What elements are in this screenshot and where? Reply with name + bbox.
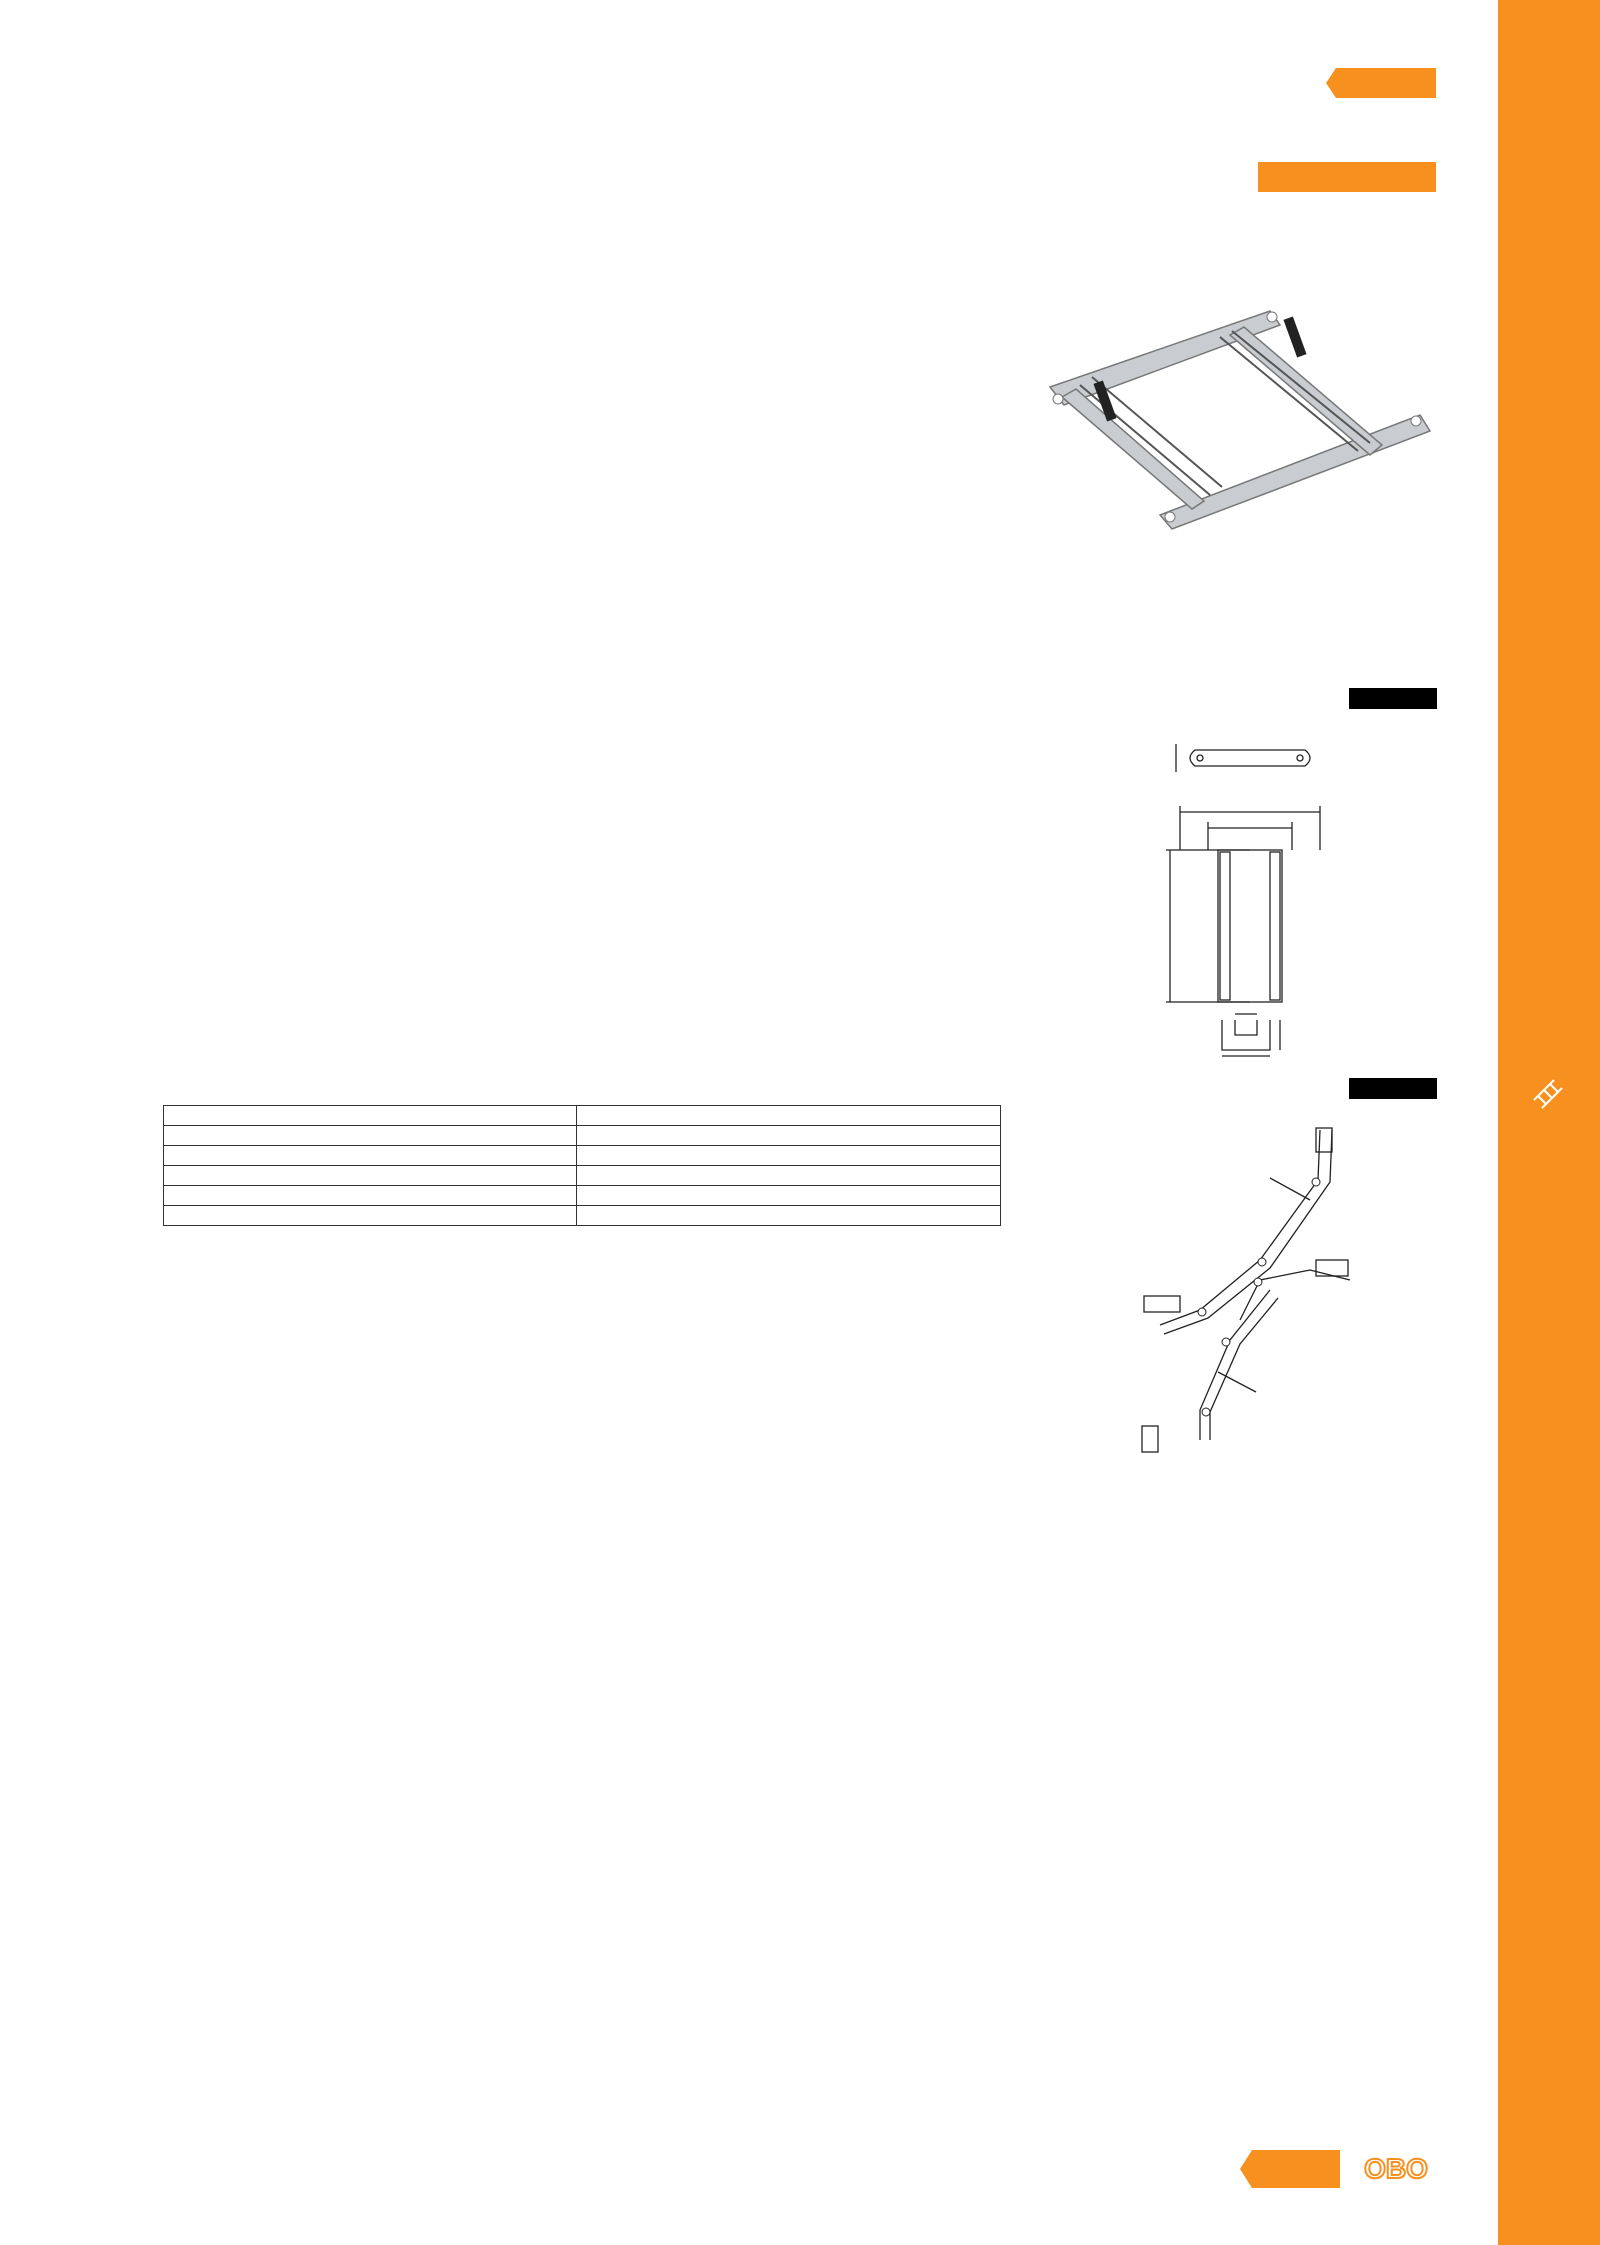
radius-count	[164, 1206, 577, 1226]
radius-table-header	[164, 1106, 1001, 1126]
dimensions-drawing	[1140, 730, 1360, 1070]
orange-sidebar	[1498, 0, 1600, 2245]
dimensions-heading-bar	[1349, 688, 1437, 709]
table-row	[164, 1186, 1001, 1206]
legend-st	[163, 571, 175, 593]
radius-header-radius	[577, 1106, 1001, 1126]
radius-count	[164, 1146, 577, 1166]
table-row	[164, 1126, 1001, 1146]
document-meta	[38, 1415, 58, 2135]
radius-value	[577, 1166, 1001, 1186]
page-number	[1240, 2150, 1340, 2188]
product-image	[1040, 305, 1440, 535]
radius-value	[577, 1206, 1001, 1226]
obo-logo	[1356, 2148, 1436, 2188]
radius-value	[577, 1126, 1001, 1146]
table-row	[164, 1166, 1001, 1186]
radius-count	[164, 1166, 577, 1186]
header-tab-marker	[1326, 68, 1436, 98]
radius-count	[164, 1126, 577, 1146]
radius-value	[577, 1186, 1001, 1206]
svg-text:OBO: OBO	[1364, 2153, 1428, 2184]
installation-drawing	[1140, 1120, 1370, 1460]
table-row	[164, 1206, 1001, 1226]
cable-ladder-icon	[1528, 1070, 1572, 1114]
radius-count	[164, 1186, 577, 1206]
legend-finishes	[163, 600, 198, 622]
radius-table	[163, 1105, 1001, 1226]
sidebar-label	[1532, 780, 1556, 1020]
section-title-bar	[1258, 162, 1436, 192]
radius-value	[577, 1146, 1001, 1166]
installation-heading-bar	[1349, 1078, 1437, 1099]
table-row	[164, 1146, 1001, 1166]
radius-header-count	[164, 1106, 577, 1126]
